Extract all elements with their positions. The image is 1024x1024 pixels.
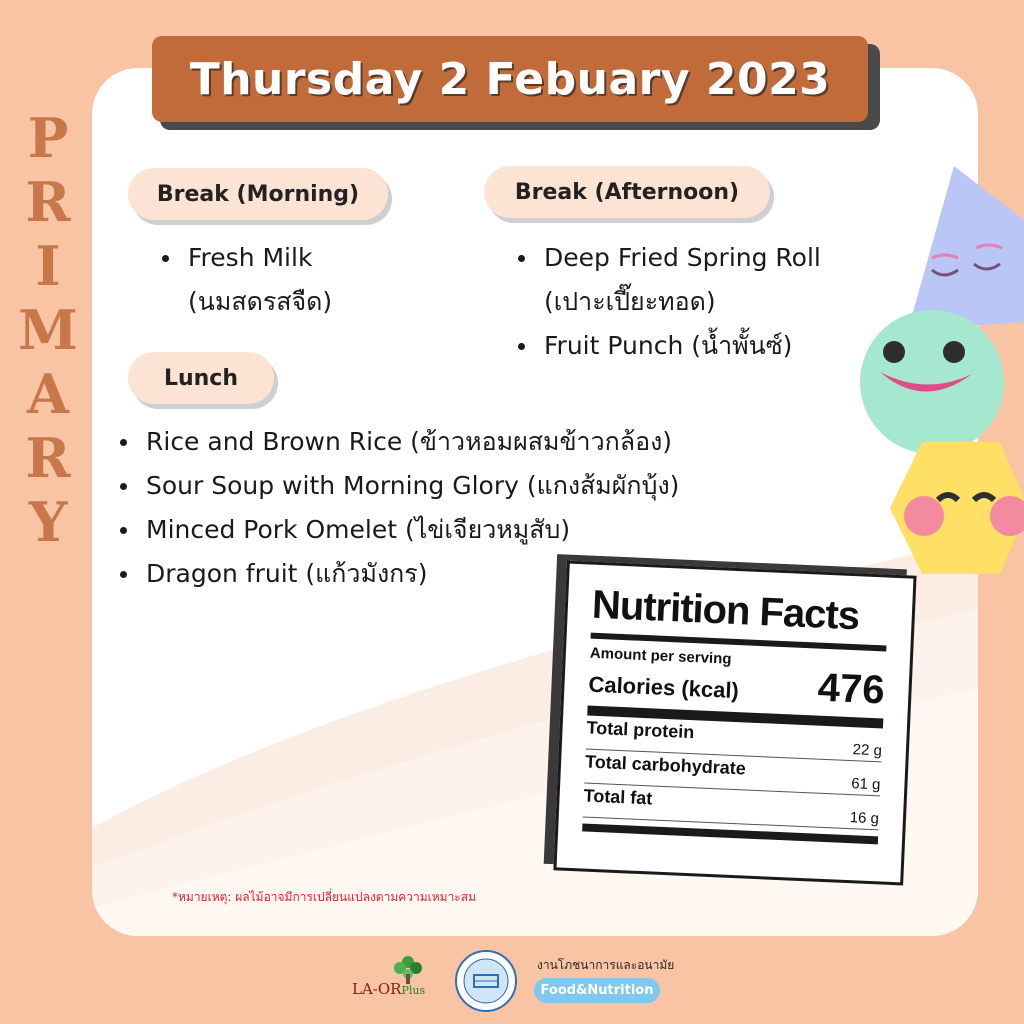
section-label-morning: Break (Morning) [156, 181, 360, 207]
nutrition-title: Nutrition Facts [591, 582, 860, 639]
afternoon-list [518, 236, 821, 368]
footer-agency-name: งานโภชนาการและอนามัย [537, 958, 675, 972]
list-item: Rice and Brown Rice (ข้าวหอมผสมข้าวกล้อง) [120, 420, 679, 464]
section-label-lunch: Lunch [163, 365, 239, 391]
serving-label: Amount per serving [589, 644, 732, 668]
mint-circle-face-icon [860, 310, 1004, 454]
list-item: Fresh Milk (นมสดรสจืด) [162, 236, 332, 324]
nutrition-panel [553, 561, 916, 886]
yellow-hexagon-face-icon [890, 442, 1024, 574]
list-item: Fruit Punch (น้ำพั้นซ์) [518, 324, 821, 368]
section-pill-afternoon [484, 166, 770, 218]
list-item: Sour Soup with Morning Glory (แกงส้มผักบุ้ง) [120, 464, 679, 508]
purple-triangle-face-icon [908, 166, 1024, 330]
section-pill-lunch [128, 352, 274, 404]
nutrition-row: Total protein 22 g [586, 716, 883, 763]
calories-label: Calories (kcal) [588, 671, 740, 704]
footnote: *หมายเหตุ: ผลไม้อาจมีการเปลี่ยนแปลงตามความเหมาะสม [172, 890, 476, 904]
section-label-afternoon: Break (Afternoon) [514, 179, 740, 205]
nutrition-row: Total fat 16 g [583, 783, 880, 830]
section-pill-morning [128, 168, 388, 220]
page-title: Thursday 2 Febuary 2023 [189, 53, 831, 105]
decorative-faces [850, 160, 1024, 580]
school-seal-icon [455, 950, 517, 1012]
footer-logo-text: LA-ORPlus [352, 980, 426, 998]
food-nutrition-badge: Food&Nutrition [534, 978, 660, 1003]
list-item: Deep Fried Spring Roll (เปาะเปี๊ยะทอด) [518, 236, 821, 324]
nutrition-facts-card [553, 561, 916, 886]
list-item: Dragon fruit (แก้วมังกร) [120, 552, 679, 596]
title-banner [152, 36, 868, 122]
side-label-primary: P R I M A R Y [18, 106, 78, 554]
morning-list [162, 236, 332, 324]
calories-value: 476 [816, 665, 886, 713]
nutrition-row: Total carbohydrate 61 g [584, 750, 881, 797]
list-item: Minced Pork Omelet (ไข่เจียวหมูสับ) [120, 508, 679, 552]
